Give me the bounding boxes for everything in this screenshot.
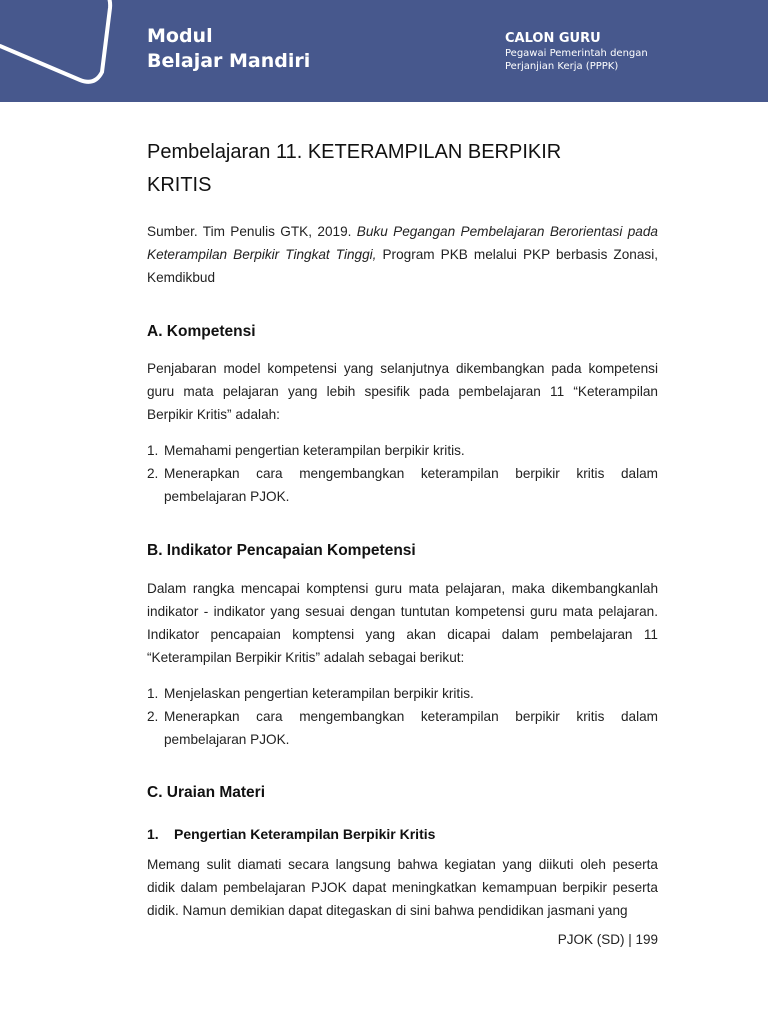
module-header (0, 0, 768, 102)
audience-title: CALON GURU (505, 31, 601, 46)
list-item: 1. Memahami pengertian keterampilan berpikir kritis. (147, 443, 465, 458)
source-book-title: Buku Pegangan Pembelajaran Berorientasi pada Keterampilan Berpikir Tingkat Tinggi, (147, 224, 658, 262)
source-suffix: Program PKB melalui PKP berbasis Zonasi, Kemdikbud (147, 247, 658, 285)
section-c-heading: C. Uraian Materi (147, 784, 266, 801)
list-item: 2. Menerapkan cara mengembangkan keterampilan berpikir kritis dalam pembelajaran PJOK. (147, 709, 658, 747)
section-a-intro: Penjabaran model kompetensi yang selanjutnya dikembangkan pada kompetensi guru mata pelajaran yang lebih spesifik pada pembelajaran 11 “Keterampilan Berpikir Kritis” adalah: (147, 361, 658, 422)
audience-subtitle-line2: Perjanjian Kerja (PPPK) (505, 61, 619, 72)
module-title-line1: Modul (147, 25, 213, 47)
module-title-line2: Belajar Mandiri (147, 50, 311, 72)
section-b-heading: B. Indikator Pencapaian Kompetensi (147, 542, 416, 559)
subsection-heading (147, 824, 435, 844)
module-title (147, 24, 310, 74)
page-title-line1: Pembelajaran 11. KETERAMPILAN BERPIKIR (147, 141, 562, 163)
subsection-number: 1. (147, 826, 159, 842)
section-a-heading: A. Kompetensi (147, 323, 256, 340)
list-item: 1. Menjelaskan pengertian keterampilan berpikir kritis. (147, 686, 474, 701)
source-prefix: Sumber. Tim Penulis GTK, 2019. (147, 224, 357, 239)
page-title (147, 136, 658, 202)
section-a-list (147, 439, 658, 508)
list-item: 2. Menerapkan cara mengembangkan keterampilan berpikir kritis dalam pembelajaran PJOK. (147, 466, 658, 504)
audience-subtitle-line1: Pegawai Pemerintah dengan (505, 48, 648, 59)
header-decoration-icon (0, 0, 130, 102)
audience-label (505, 31, 648, 73)
page-title-line2: KRITIS (147, 174, 212, 196)
source-citation (147, 220, 658, 289)
subsection-title: Pengertian Keterampilan Berpikir Kritis (174, 826, 436, 842)
section-b-intro: Dalam rangka mencapai komptensi guru mata pelajaran, maka dikembangkanlah indikator - indikator yang sesuai dengan tuntutan kompetensi guru mata pelajaran. Indikator pencapaian komptensi yang akan dicapai dalam pembelajaran 11 “Keterampilan Berpikir Kritis” adalah sebagai berikut: (147, 581, 658, 665)
page-footer: PJOK (SD) | 199 (557, 932, 658, 947)
section-c-body: Memang sulit diamati secara langsung bahwa kegiatan yang diikuti oleh peserta didik dalam pembelajaran PJOK dapat meningkatkan kemampuan berpikir peserta didik. Namun demikian dapat ditegaskan di sini bahwa pendidikan jasmani yang (147, 857, 658, 918)
section-b-list (147, 682, 658, 751)
